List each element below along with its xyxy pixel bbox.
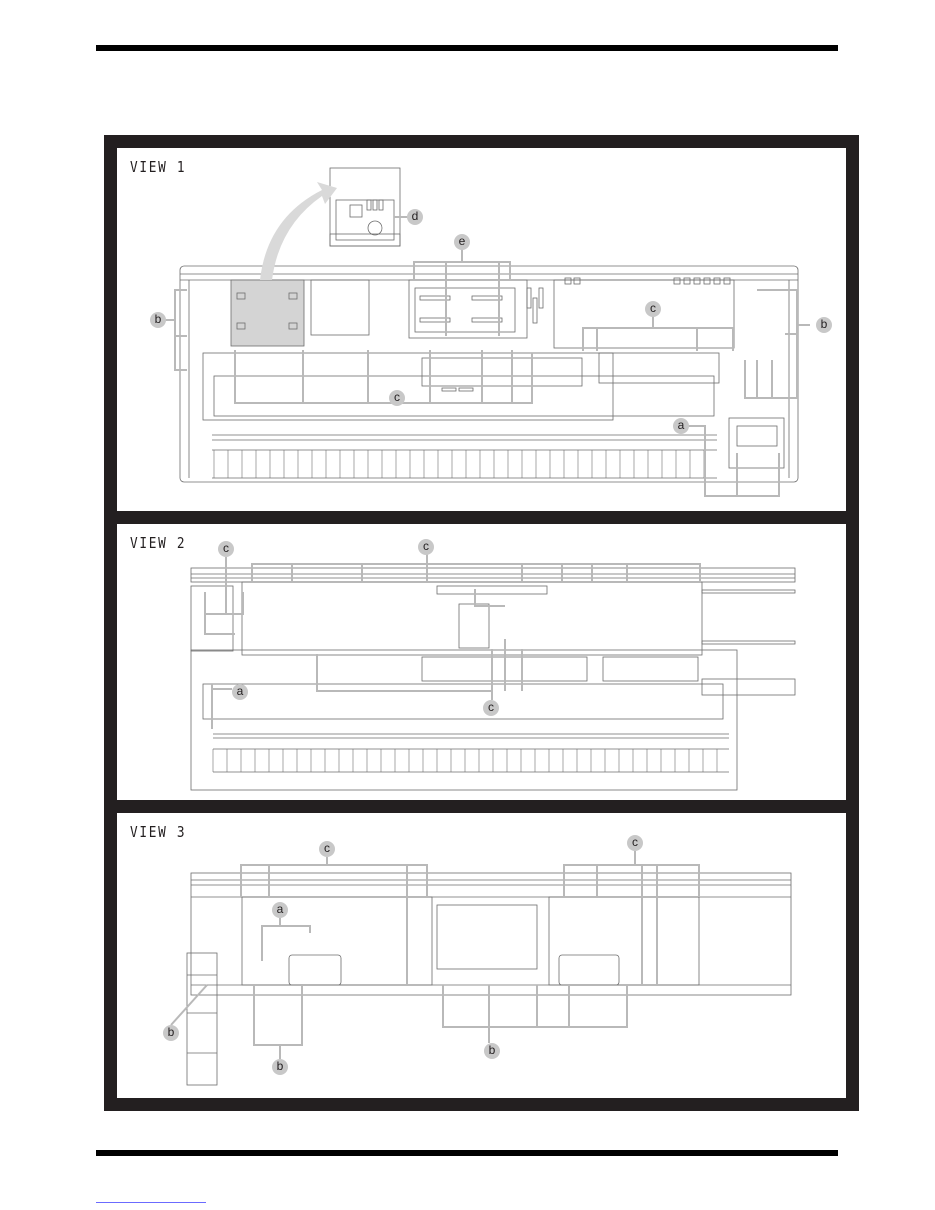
view-title: VIEW 2 xyxy=(130,534,187,552)
callout-b: b xyxy=(484,1043,500,1059)
callout-b: b xyxy=(163,1025,179,1041)
callout-c: c xyxy=(319,841,335,857)
callout-c: c xyxy=(218,541,234,557)
view-title: VIEW 1 xyxy=(130,158,187,176)
view-2-drawing xyxy=(117,524,846,800)
view-3-panel xyxy=(117,813,846,1098)
callout-c: c xyxy=(389,390,405,406)
callout-e: e xyxy=(454,234,470,250)
top-rule xyxy=(96,45,838,51)
callout-c: c xyxy=(645,301,661,317)
callout-a: a xyxy=(232,684,248,700)
bottom-rule xyxy=(96,1150,838,1156)
view-1-drawing xyxy=(117,148,846,511)
callout-c: c xyxy=(418,539,434,555)
view-3-drawing xyxy=(117,813,846,1098)
callout-b: b xyxy=(272,1059,288,1075)
callout-d: d xyxy=(407,209,423,225)
callout-b: b xyxy=(150,312,166,328)
view-1-panel xyxy=(117,148,846,511)
diagram-frame xyxy=(104,135,859,1111)
view-title: VIEW 3 xyxy=(130,823,187,841)
callout-a: a xyxy=(272,902,288,918)
callout-a: a xyxy=(673,418,689,434)
callout-c: c xyxy=(627,835,643,851)
view-2-panel xyxy=(117,524,846,800)
callout-b: b xyxy=(816,317,832,333)
footer-link[interactable] xyxy=(96,1202,206,1203)
callout-c: c xyxy=(483,700,499,716)
